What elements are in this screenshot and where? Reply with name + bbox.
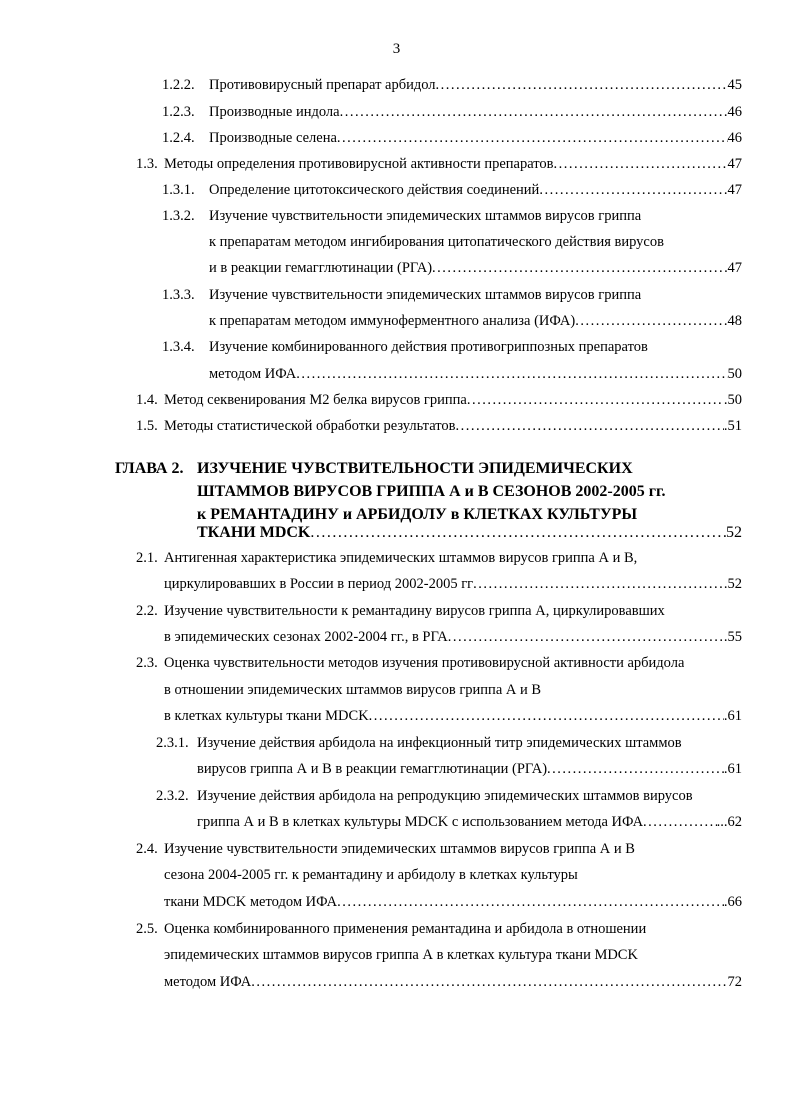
toc-title-line[interactable]: Оценка комбинированного применения ремантадина и арбидола в отношении [164,921,647,937]
toc-title-line: к препаратам методом иммуноферментного анализа (ИФА) [209,313,576,329]
toc-num: 2.3.1. [156,735,189,751]
chapter-title-line[interactable]: к РЕМАНТАДИНУ и АРБИДОЛУ в КЛЕТКАХ КУЛЬТУРЫ [197,506,638,523]
toc-entry-1-3-2[interactable] [209,259,742,277]
leader-dots [473,575,724,593]
toc-num: 2.5. [136,921,158,937]
toc-page: 47 [727,182,742,198]
toc-title-line: и в реакции гемагглютинации (РГА) [209,260,433,276]
toc-entry-2-2[interactable] [164,628,742,646]
toc-num: 2.4. [136,841,158,857]
toc-page: 46 [727,130,742,146]
toc-title-line[interactable]: к препаратам методом ингибирования цитопатического действия вирусов [209,234,664,250]
toc-title-line: вирусов гриппа А и В в реакции гемагглютинации (РГА) [197,761,548,777]
toc-title-line[interactable]: Изучение чувствительности к ремантадину вирусов гриппа А, циркулировавших [164,603,665,619]
toc-page: 45 [727,77,742,93]
toc-entry-1-3-4[interactable] [209,365,742,383]
leader-dots [575,312,724,330]
toc-title-line[interactable]: Изучение чувствительности эпидемических штаммов вирусов гриппа [209,208,642,224]
leader-dots [369,707,724,725]
leader-dots [432,259,727,277]
leader-dots [340,103,724,121]
toc-title: Производные индола [209,104,340,120]
toc-entry-1-2-2[interactable] [209,76,742,94]
toc-page: .51 [723,418,742,434]
chapter-title-line[interactable]: ШТАММОВ ВИРУСОВ ГРИППА А и В СЕЗОНОВ 2002-2005 гг. [197,483,666,500]
chapter-title-line: ТКАНИ MDCK [197,524,311,541]
toc-title-line[interactable]: Изучение чувствительности эпидемических штаммов вирусов гриппа [209,287,642,303]
toc-entry-2-3[interactable] [164,707,742,725]
toc-title-line[interactable]: Оценка чувствительности методов изучения противовирусной активности арбидола [164,655,685,671]
toc-page: .52 [723,576,742,592]
toc-num: 2.3. [136,655,158,671]
toc-entry-chapter-2[interactable] [197,523,742,543]
chapter-label: ГЛАВА 2. [115,460,184,477]
toc-title-line[interactable]: Изучение действия арбидола на репродукцию эпидемических штаммов вирусов [197,788,693,804]
toc-title-line: гриппа А и В в клетках культуры MDCK с использованием метода ИФА [197,814,644,830]
toc-title: Метод секвенирования М2 белка вирусов гриппа [164,392,467,408]
toc-title-line[interactable]: эпидемических штаммов вирусов гриппа А в клетках культура ткани MDCK [164,947,638,963]
leader-dots [296,365,727,383]
toc-title: Методы определения противовирусной активности препаратов [164,156,554,172]
toc-title-line[interactable]: Антигенная характеристика эпидемических штаммов вирусов гриппа А и В, [164,550,638,566]
toc-entry-2-4[interactable] [164,893,742,911]
toc-entry-2-5[interactable] [164,973,742,991]
toc-entry-2-1[interactable] [164,575,742,593]
toc-title-line: методом ИФА [209,366,297,382]
toc-title-line[interactable]: Изучение комбинированного действия противогриппозных препаратов [209,339,648,355]
toc-title-line: методом ИФА [164,974,252,990]
toc-title: Определение цитотоксического действия соединений [209,182,540,198]
toc-title-line[interactable]: сезона 2004-2005 гг. к ремантадину и арбидолу в клетках культуры [164,867,578,883]
leader-dots [467,391,724,409]
leader-dots [337,129,728,147]
toc-entry-1-3-1[interactable] [209,181,742,199]
toc-num: 1.5. [136,418,158,434]
toc-entry-1-4[interactable] [164,391,742,409]
toc-num: 1.3.2. [162,208,195,224]
toc-entry-2-3-1[interactable] [197,760,742,778]
toc-entry-1-5[interactable] [164,417,742,435]
toc-page: .50 [723,392,742,408]
leader-dots [539,181,727,199]
toc-entry-1-2-4[interactable] [209,129,742,147]
leader-dots [547,760,724,778]
leader-dots [456,417,724,435]
toc-page: 72 [727,974,742,990]
toc-title: Методы статистической обработки результатов [164,418,456,434]
toc-entry-1-3[interactable] [164,155,742,173]
leader-dots [436,76,728,94]
toc-page: .61 [723,708,742,724]
page-number: 3 [392,41,401,57]
toc-num: 2.1. [136,550,158,566]
toc-num: 1.3.4. [162,339,195,355]
toc-entry-2-3-2[interactable] [197,813,742,831]
leader-dots [643,813,717,831]
leader-dots [310,523,726,543]
leader-dots [251,973,727,991]
leader-dots [554,155,728,173]
toc-page: 52 [726,524,742,541]
chapter-title-line[interactable]: ИЗУЧЕНИЕ ЧУВСТВИТЕЛЬНОСТИ ЭПИДЕМИЧЕСКИХ [197,460,633,477]
toc-num: 1.3.1. [162,182,195,198]
toc-title-line: ткани MDCK методом ИФА [164,894,338,910]
toc-title-line[interactable]: Изучение действия арбидола на инфекционный титр эпидемических штаммов [197,735,682,751]
toc-page: .46 [723,104,742,120]
toc-num: 1.2.3. [162,104,195,120]
toc-num: 2.2. [136,603,158,619]
toc-entry-1-3-3[interactable] [209,312,742,330]
toc-page: ...62 [716,814,742,830]
toc-page: .48 [723,313,742,329]
toc-num: 1.3. [136,156,158,172]
toc-num: 1.4. [136,392,158,408]
toc-page: .61 [723,761,742,777]
toc-num: 1.2.4. [162,130,195,146]
leader-dots [337,893,724,911]
toc-page: 47 [727,156,742,172]
toc-title-line[interactable]: в отношении эпидемических штаммов вирусов гриппа А и В [164,682,542,698]
toc-num: 2.3.2. [156,788,189,804]
toc-entry-1-2-3[interactable] [209,103,742,121]
toc-title: Противовирусный препарат арбидол [209,77,436,93]
toc-title-line: в клетках культуры ткани MDCK [164,708,369,724]
toc-num: 1.2.2. [162,77,195,93]
toc-title-line: в эпидемических сезонах 2002-2004 гг., в РГА [164,629,448,645]
toc-page: 50 [727,366,742,382]
toc-page: .66 [723,894,742,910]
toc-page: .55 [723,629,742,645]
toc-title-line[interactable]: Изучение чувствительности эпидемических штаммов вирусов гриппа А и В [164,841,635,857]
toc-title: Производные селена [209,130,337,146]
toc-page: 47 [727,260,742,276]
toc-title-line: циркулировавших в России в период 2002-2005 гг [164,576,474,592]
toc-num: 1.3.3. [162,287,195,303]
leader-dots [448,628,724,646]
